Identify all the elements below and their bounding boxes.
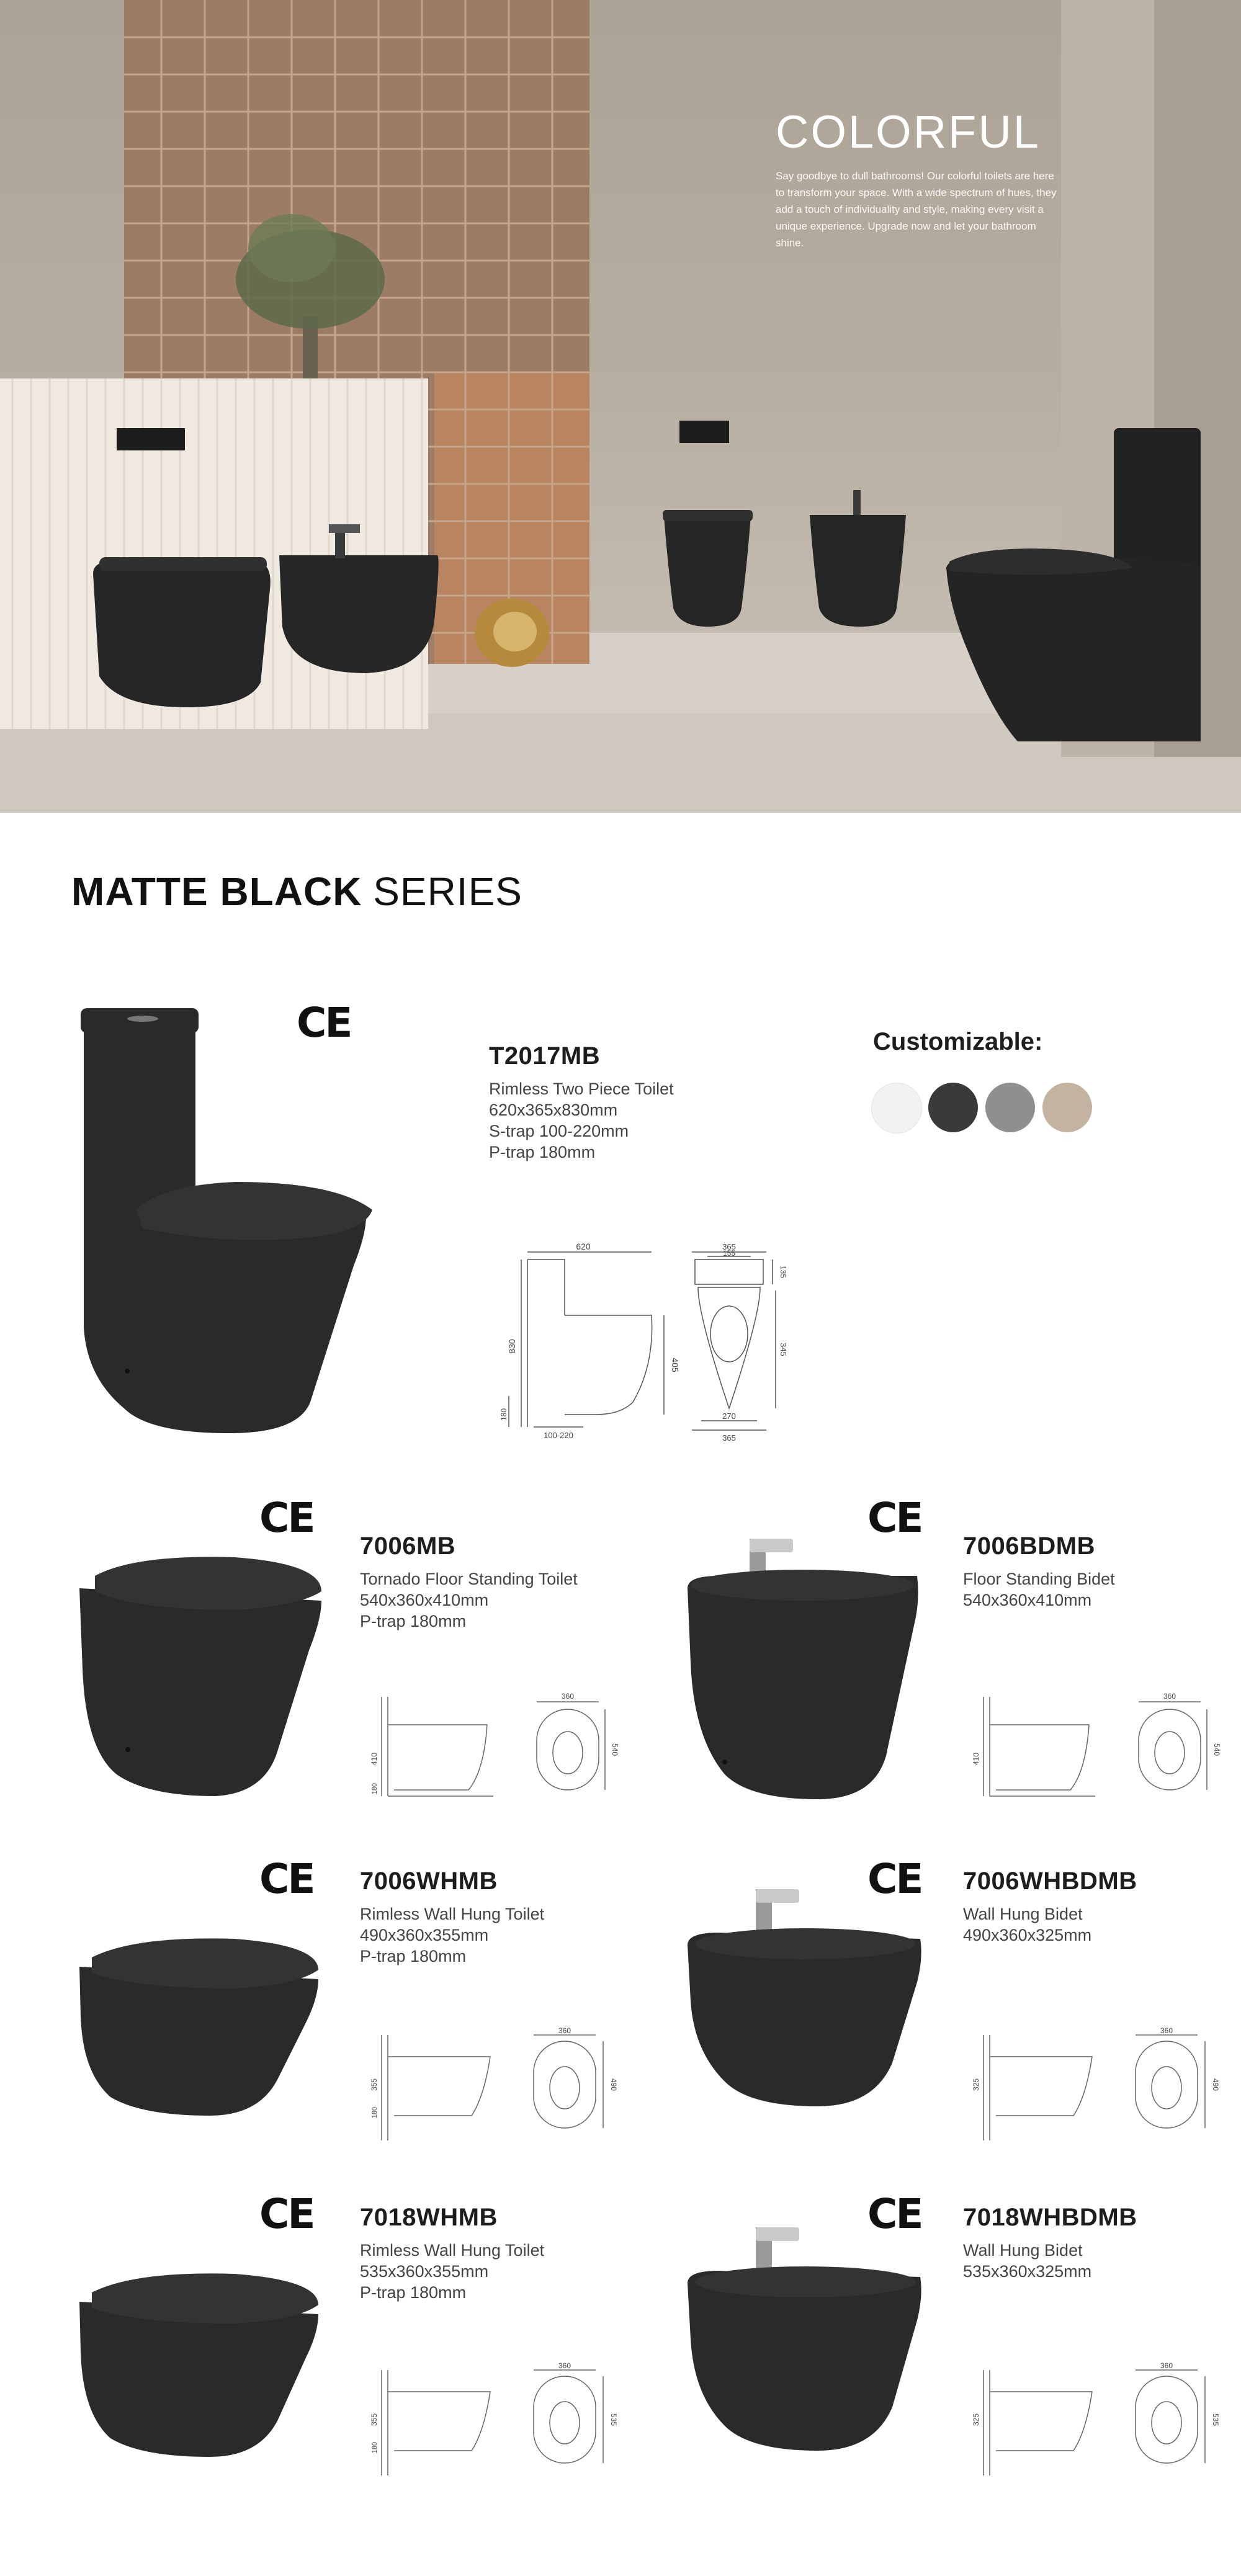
spec-line: 620x365x830mm [489, 1101, 618, 1119]
dim-height: 410 [370, 1752, 379, 1766]
spec-line: 535x360x355mm [360, 2262, 489, 2281]
dim-height: 830 [507, 1339, 517, 1354]
product-code: 7018WHBDMB [963, 2204, 1137, 2231]
spec-line: P-trap 180mm [360, 2283, 467, 2302]
dim-depth: 535 [609, 2413, 618, 2426]
dim-ptrap: 180 [371, 2106, 379, 2119]
dim-strap: 100-220 [544, 1431, 573, 1440]
spec-line: P-trap 180mm [489, 1143, 596, 1161]
dim-depth: 490 [609, 2078, 618, 2091]
product-code: T2017MB [489, 1042, 601, 1070]
technical-drawing-7018whmb [357, 2361, 618, 2482]
dim-tank-depth: 135 [779, 1265, 787, 1279]
bathroom-scene-image [0, 0, 1241, 813]
spec-line: Rimless Two Piece Toilet [489, 1080, 674, 1098]
technical-drawing-7018whbdmb [959, 2361, 1220, 2482]
hero-description: Say goodbye to dull bathrooms! Our colorful toilets are here to transform your space. With a wide spectrum of hues, they add a touch of individuality and style, making every visit a unique experience. Upgrade now and let your bathroom shine. [776, 170, 1057, 249]
dim-width: 620 [576, 1241, 591, 1251]
dim-top-inner: 155 [722, 1249, 736, 1258]
dim-width: 360 [1163, 1692, 1176, 1701]
dim-bottom-inner: 270 [722, 1411, 736, 1421]
dim-width: 360 [558, 2026, 571, 2035]
spec-line: P-trap 180mm [360, 1612, 467, 1630]
dim-width: 360 [1160, 2026, 1173, 2035]
dim-height: 325 [972, 2413, 980, 2426]
wall-hung-bidet-image [681, 2227, 930, 2475]
dim-height: 355 [370, 2078, 379, 2091]
ce-mark: CE [259, 2190, 314, 2238]
product-specs [489, 1078, 674, 1163]
series-title-light: SERIES [373, 869, 522, 914]
ce-mark: CE [867, 1494, 922, 1542]
hero-title: COLORFUL [776, 106, 1041, 158]
spec-line: Tornado Floor Standing Toilet [360, 1570, 578, 1588]
spec-line: Wall Hung Bidet [963, 2241, 1083, 2260]
dim-width: 360 [558, 2361, 571, 2370]
spec-line: 540x360x410mm [360, 1591, 489, 1609]
two-piece-toilet-image [74, 1005, 385, 1439]
product-specs [963, 1568, 1115, 1611]
dim-depth: 535 [1211, 2413, 1220, 2426]
technical-drawing-7006whmb [357, 2026, 618, 2147]
dim-top-width: 365 [722, 1242, 736, 1251]
dim-height: 410 [972, 1752, 980, 1766]
wall-hung-bidet-image [681, 1889, 930, 2131]
product-code: 7006WHMB [360, 1867, 498, 1895]
spec-line: 535x360x325mm [963, 2262, 1092, 2281]
dim-bowl-depth: 345 [779, 1343, 788, 1356]
technical-drawing-7006bdmb [959, 1691, 1219, 1809]
dim-depth: 540 [1212, 1743, 1221, 1756]
hero-banner [0, 0, 1241, 813]
dim-seat-height: 405 [670, 1357, 680, 1372]
product-code: 7018WHMB [360, 2204, 498, 2231]
spec-line: 540x360x410mm [963, 1591, 1092, 1609]
wall-hung-toilet-image [73, 1923, 334, 2122]
ce-mark: CE [297, 999, 351, 1047]
dim-ptrap: 180 [371, 1782, 379, 1795]
technical-drawing-7006mb [357, 1691, 617, 1809]
series-title [71, 869, 522, 915]
wall-hung-toilet-image [73, 2258, 334, 2463]
floor-toilet-image [73, 1545, 334, 1805]
ce-mark: CE [259, 1494, 314, 1542]
dim-depth: 490 [1211, 2078, 1220, 2091]
product-specs [360, 2240, 544, 2303]
color-swatch-grey[interactable] [985, 1083, 1035, 1132]
ce-mark: CE [867, 1855, 922, 1903]
floor-bidet-image [681, 1539, 930, 1805]
spec-line: Wall Hung Bidet [963, 1905, 1083, 1923]
dim-depth: 540 [611, 1743, 619, 1756]
spec-line: Rimless Wall Hung Toilet [360, 2241, 545, 2260]
ce-mark: CE [867, 2190, 922, 2238]
dim-height: 355 [370, 2413, 379, 2426]
product-specs [360, 1568, 578, 1632]
product-specs [963, 1903, 1091, 1946]
spec-line: 490x360x355mm [360, 1926, 489, 1944]
product-code: 7006MB [360, 1532, 456, 1560]
product-code: 7006WHBDMB [963, 1867, 1137, 1895]
color-swatch-white[interactable] [871, 1083, 922, 1134]
spec-line: S-trap 100-220mm [489, 1122, 629, 1140]
customizable-label: Customizable: [873, 1028, 1043, 1055]
color-swatch-black[interactable] [928, 1083, 978, 1132]
series-title-bold: MATTE BLACK [71, 869, 362, 914]
dim-ptrap: 180 [371, 2441, 379, 2454]
dim-width: 360 [561, 1692, 575, 1701]
dim-ptrap: 180 [500, 1408, 508, 1421]
product-specs [360, 1903, 544, 1967]
spec-line: Floor Standing Bidet [963, 1570, 1115, 1588]
product-code: 7006BDMB [963, 1532, 1095, 1560]
dim-width: 360 [1160, 2361, 1173, 2370]
ce-mark: CE [259, 1855, 314, 1903]
spec-line: Rimless Wall Hung Toilet [360, 1905, 545, 1923]
technical-drawing-7006whbdmb [959, 2026, 1220, 2147]
technical-drawing-t2017mb [484, 1241, 788, 1446]
color-swatch-beige[interactable] [1042, 1083, 1092, 1132]
dim-bottom-width: 365 [722, 1433, 736, 1442]
dim-height: 325 [972, 2078, 980, 2091]
spec-line: 490x360x325mm [963, 1926, 1092, 1944]
spec-line: P-trap 180mm [360, 1947, 467, 1966]
product-specs [963, 2240, 1091, 2282]
